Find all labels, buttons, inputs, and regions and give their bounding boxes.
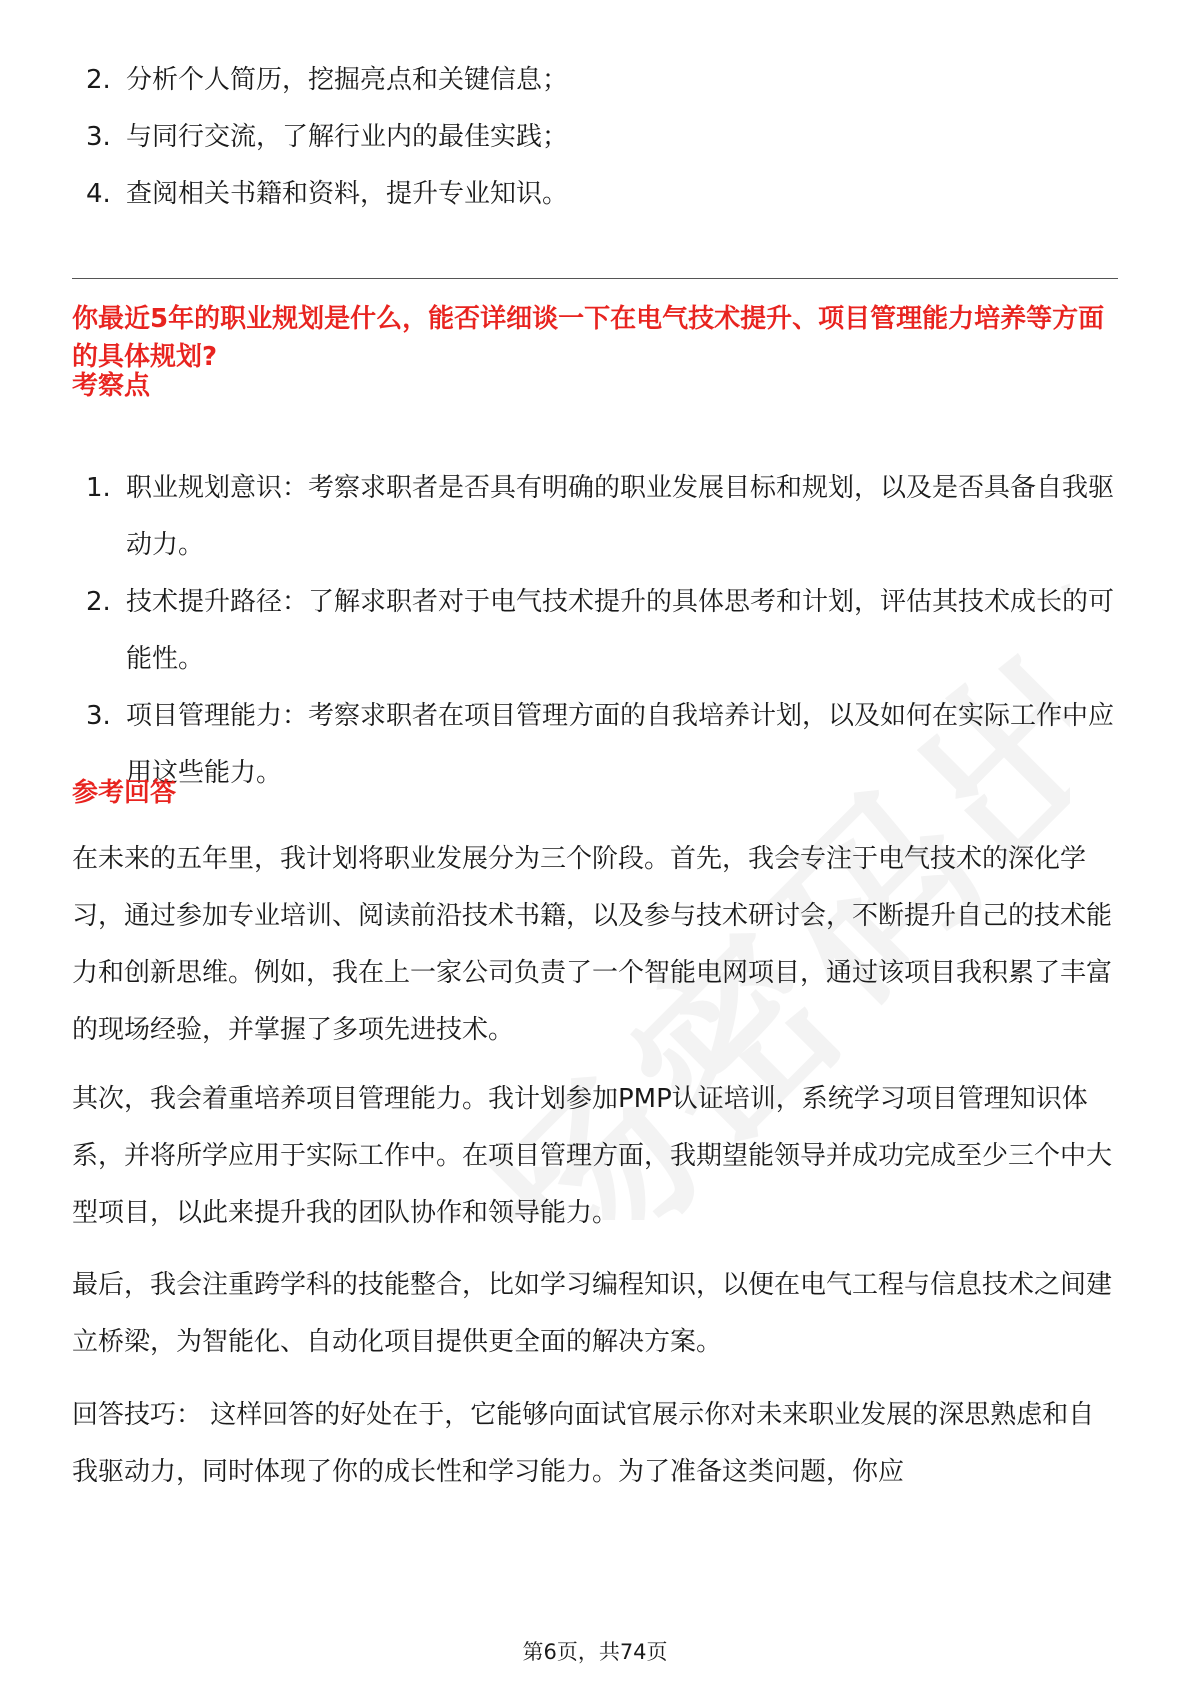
list-item: 2. 分析个人简历，挖掘亮点和关键信息； bbox=[86, 65, 569, 95]
answer-label: 参考回答 bbox=[72, 778, 177, 808]
page-number: 第6页，共74页 bbox=[522, 1640, 668, 1664]
list-item: 1. 职业规划意识：考察求职者是否具有明确的职业发展目标和规划，以及是否具备自我驱动力。 bbox=[86, 473, 1115, 560]
exam-points-list bbox=[72, 460, 1118, 802]
question-heading: 你最近5年的职业规划是什么，能否详细谈一下在电气技术提升、项目管理能力培养等方面的具体规划? bbox=[72, 304, 1105, 372]
list-item: 2. 技术提升路径：了解求职者对于电气技术提升的具体思考和计划，评估其技术成长的可能性。 bbox=[86, 587, 1115, 674]
tips-list bbox=[72, 52, 1118, 223]
list-item: 4. 查阅相关书籍和资料，提升专业知识。 bbox=[86, 179, 569, 209]
tip-paragraph: 回答技巧： 这样回答的好处在于，它能够向面试官展示你对未来职业发展的深思熟虑和自我驱动力，同时体现了你的成长性和学习能力。为了准备这类问题，你应 bbox=[72, 1400, 1095, 1487]
exam-points-label: 考察点 bbox=[72, 371, 151, 401]
answer-paragraph: 其次，我会着重培养项目管理能力。我计划参加PMP认证培训，系统学习项目管理知识体系，并将所学应用于实际工作中。在项目管理方面，我期望能领导并成功完成至少三个中大型项目，以此来提升我的团队协作和领导能力。 bbox=[72, 1084, 1113, 1228]
answer-paragraph: 最后，我会注重跨学科的技能整合，比如学习编程知识，以便在电气工程与信息技术之间建立桥梁，为智能化、自动化项目提供更全面的解决方案。 bbox=[72, 1270, 1113, 1357]
section-divider bbox=[72, 278, 1118, 279]
list-item: 3. 与同行交流，了解行业内的最佳实践； bbox=[86, 122, 569, 152]
list-item: 3. 项目管理能力：考察求职者在项目管理方面的自我培养计划，以及如何在实际工作中应用这些能力。 bbox=[86, 701, 1115, 788]
answer-paragraph: 在未来的五年里，我计划将职业发展分为三个阶段。首先，我会专注于电气技术的深化学习，通过参加专业培训、阅读前沿技术书籍，以及参与技术研讨会，不断提升自己的技术能力和创新思维。例如，我在上一家公司负责了一个智能电网项目，通过该项目我积累了丰富的现场经验，并掌握了多项先进技术。 bbox=[72, 844, 1113, 1045]
